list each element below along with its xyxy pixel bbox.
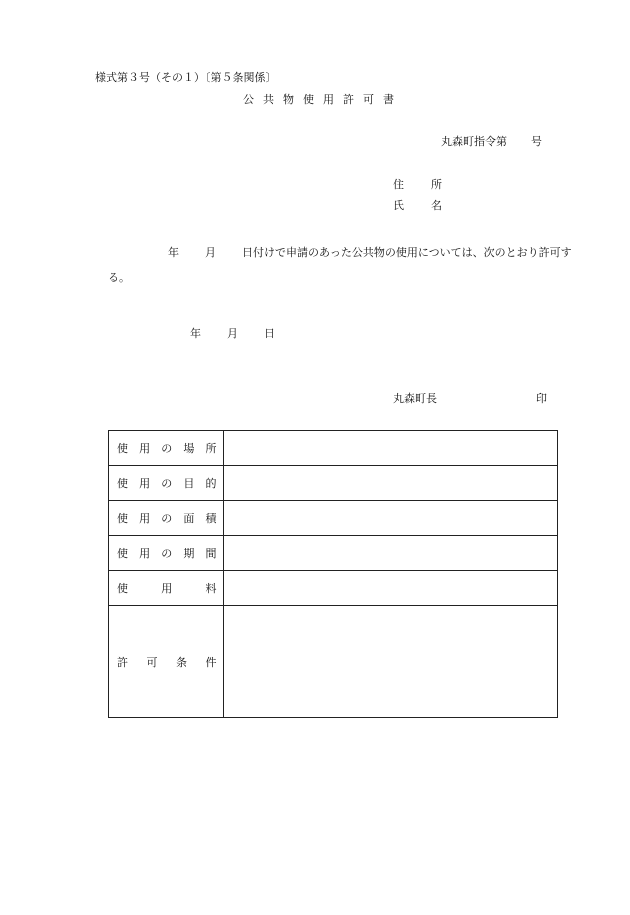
row-label-cell [109,501,224,536]
row-label-cell [109,571,224,606]
permit-number-prefix: 丸森町指令第 [441,135,507,148]
document-title: 公共物使用許可書 [243,93,403,106]
table-row [109,606,558,718]
row-label: 許 可 条 件 [117,655,217,669]
row-value-cell[interactable] [224,431,558,466]
form-id: 様式第３号（その１）〔第５条関係〕 [95,71,277,84]
permit-number-suffix: 号 [531,135,542,148]
row-value-cell[interactable] [224,501,558,536]
name-label-1: 氏 [393,199,404,212]
seal-mark: 印 [536,392,547,405]
intro-year: 年 [168,246,179,259]
row-label-cell [109,606,224,718]
row-value-cell[interactable] [224,606,558,718]
table-row [109,431,558,466]
issue-year: 年 [190,327,201,340]
name-label-2: 名 [431,199,442,212]
table-row [109,571,558,606]
address-label-2: 所 [431,178,442,191]
permit-details-table [108,430,558,718]
row-label: 使 用 の 目 的 [117,477,217,490]
table-row [109,536,558,571]
row-label-cell [109,431,224,466]
address-field [393,178,442,192]
intro-text: 日付けで申請のあった公共物の使用については、次のとおり許可する。 [108,246,572,284]
issue-date [190,327,275,341]
table-row [109,466,558,501]
issuer-title: 丸森町長 [393,392,437,405]
row-value-cell[interactable] [224,536,558,571]
row-value-cell[interactable] [224,571,558,606]
issuer [393,392,547,406]
row-label: 使 用 料 [117,582,217,595]
permit-number [441,135,542,149]
intro-month: 月 [205,246,216,259]
row-value-cell[interactable] [224,466,558,501]
row-label-cell [109,466,224,501]
row-label-cell [109,536,224,571]
row-label: 使 用 の 期 間 [117,547,217,560]
issue-month: 月 [227,327,238,340]
address-label-1: 住 [393,178,404,191]
table-row [109,501,558,536]
row-label: 使 用 の 場 所 [117,442,217,455]
row-label: 使 用 の 面 積 [117,512,217,525]
issue-day: 日 [264,327,275,340]
name-field [393,199,442,213]
intro-paragraph [108,240,578,290]
